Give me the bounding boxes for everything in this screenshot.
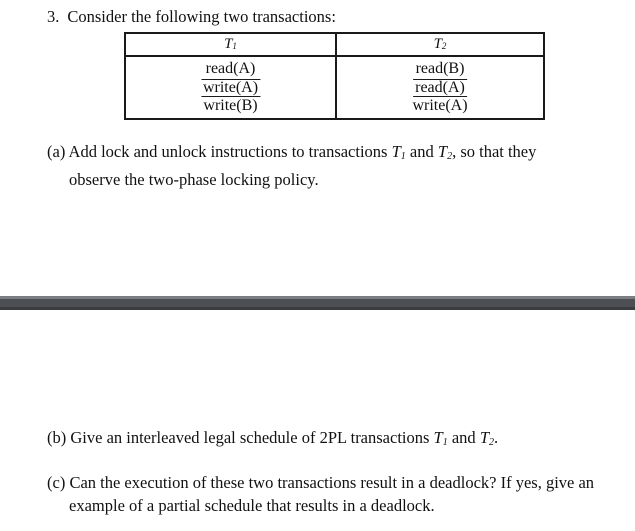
t1-op	[126, 79, 335, 95]
t2-op-1: read(B)	[415, 60, 465, 77]
question-text: Consider the following two transactions:	[67, 7, 336, 26]
var-t1: $T_1$	[391, 142, 406, 162]
t1-op-2: write(A)	[202, 79, 259, 96]
var-t1: $T_1$	[433, 428, 448, 448]
part-a-line2: observe the two-phase locking policy.	[69, 170, 319, 189]
part-b: (b) Give an interleaved legal schedule of 2PL transactions $T_1$ and $T_2$.	[47, 428, 499, 448]
t2-op-2: read(A)	[415, 79, 465, 96]
t1-op	[126, 61, 335, 77]
t1-op	[126, 98, 335, 114]
t1-op-1: read(A)	[205, 60, 256, 77]
part-a	[47, 140, 536, 191]
question-number: 3.	[47, 7, 60, 26]
t2-op-3: write(A)	[412, 97, 468, 114]
page-separator	[0, 296, 635, 310]
t1-op-3: write(B)	[203, 97, 258, 114]
t2-op	[337, 61, 543, 77]
part-a-text: (a) Add lock and unlock instructions to transactions $T_1$ and $T_2$, so that they	[47, 142, 537, 162]
var-t2: $T_2$	[479, 428, 494, 448]
part-c	[47, 471, 594, 517]
t2-op	[337, 79, 543, 95]
t2-header: $T_2$	[433, 36, 447, 52]
question-heading	[47, 7, 336, 27]
t1-column	[126, 34, 335, 118]
t1-header: $T_1$	[224, 36, 237, 52]
part-c-line1: (c) Can the execution of these two transactions result in a deadlock? If yes, give an	[47, 473, 595, 492]
var-t2: $T_2$	[437, 142, 453, 162]
part-c-line2: example of a partial schedule that results in a deadlock.	[69, 496, 435, 515]
t2-op	[337, 98, 543, 114]
transactions-table	[124, 32, 545, 120]
t2-column	[337, 34, 543, 118]
